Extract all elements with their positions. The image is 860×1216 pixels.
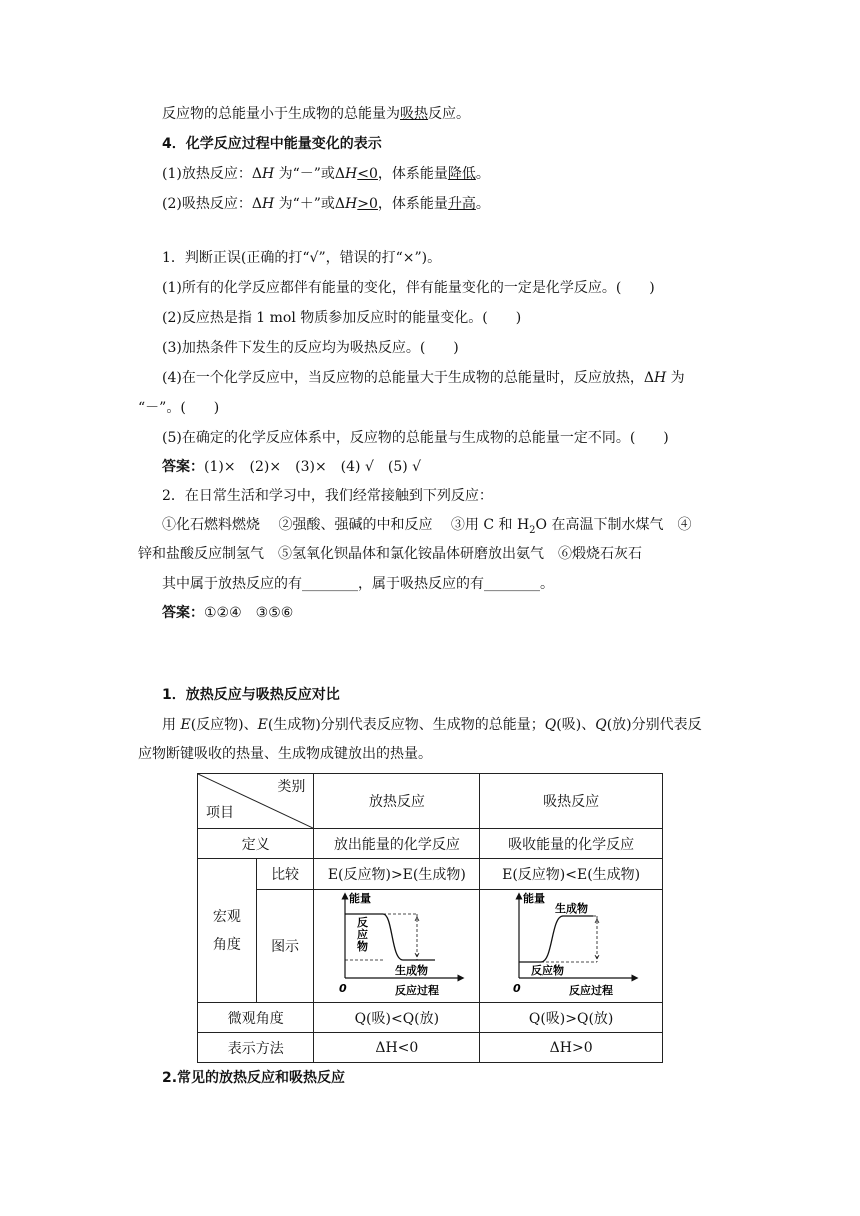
label-reactant: 反应物 <box>531 964 565 977</box>
question-2-options-line-2: 锌和盐酸反应制氢气 ⑤氢氧化钡晶体和氯化铵晶体研磨放出氨气 ⑥煅烧石灰石 <box>138 546 642 562</box>
question-2-blank-line: 其中属于放热反应的有________，属于吸热反应的有________。 <box>162 576 554 592</box>
comparison-table <box>197 773 663 1063</box>
endothermic-energy-diagram <box>501 890 641 998</box>
question-1-stem: 1．判断正误(正确的打“√”，错误的打“×”)。 <box>162 250 442 266</box>
section-1-paragraph-line-1: 用 E(反应物)、E(生成物)分别代表反应物、生成物的总能量；Q(吸)、Q(放)分别代表反 <box>162 717 702 733</box>
section-1-title: 1．放热反应与吸热反应对比 <box>162 687 340 703</box>
exothermic-expression: (1)放热反应：ΔH 为“－”或ΔH<0，体系能量降低。 <box>162 166 490 182</box>
question-2-answer: 答案：①②④ ③⑤⑥ <box>162 605 294 621</box>
header-exothermic: 放热反应 <box>314 774 480 829</box>
section-2-title: 2.常见的放热反应和吸热反应 <box>162 1070 346 1086</box>
header-category: 类别 <box>277 779 306 795</box>
axis-label-energy: 能量 <box>348 892 371 905</box>
axis-label-process: 反应过程 <box>394 984 439 997</box>
representation-exothermic: ΔH<0 <box>314 1033 480 1063</box>
svg-text:0: 0 <box>338 982 347 995</box>
svg-text:物: 物 <box>356 940 368 953</box>
compare-exothermic: E(反应物)>E(生成物) <box>314 859 480 890</box>
row-figure-label: 图示 <box>256 890 314 1003</box>
representation-endothermic: ΔH>0 <box>480 1033 663 1063</box>
section-1-paragraph-line-2: 应物断键吸收的热量、生成物成键放出的热量。 <box>138 746 432 762</box>
svg-text:0: 0 <box>513 982 521 995</box>
svg-text:应: 应 <box>356 928 368 941</box>
question-1-item-1: (1)所有的化学反应都伴有能量的变化，伴有能量变化的一定是化学反应。( ) <box>162 280 655 296</box>
question-1-answer: 答案：(1)× (2)× (3)× (4) √ (5) √ <box>162 459 422 475</box>
paragraph-endothermic-definition: 反应物的总能量小于生成物的总能量为吸热反应。 <box>162 106 470 122</box>
axis-label-process: 反应过程 <box>569 984 614 997</box>
definition-endothermic: 吸收能量的化学反应 <box>480 829 663 859</box>
question-1-item-2: (2)反应热是指 1 mol 物质参加反应时的能量变化。( ) <box>162 310 522 326</box>
table-diagonal-header <box>198 774 314 829</box>
header-item: 项目 <box>206 805 234 821</box>
underlined-answer: 升高 <box>447 196 476 212</box>
figure-exothermic <box>314 890 480 1003</box>
compare-endothermic: E(反应物)<E(生成物) <box>480 859 663 890</box>
header-endothermic: 吸热反应 <box>480 774 663 829</box>
question-2-stem: 2．在日常生活和学习中，我们经常接触到下列反应： <box>162 488 493 504</box>
micro-exothermic: Q(吸)<Q(放) <box>314 1003 480 1033</box>
row-representation-label: 表示方法 <box>198 1033 314 1063</box>
definition-exothermic: 放出能量的化学反应 <box>314 829 480 859</box>
section-4-title: 4．化学反应过程中能量变化的表示 <box>162 136 382 152</box>
endothermic-expression: (2)吸热反应：ΔH 为“＋”或ΔH>0，体系能量升高。 <box>162 196 490 212</box>
energy-curve <box>519 916 593 962</box>
row-definition-label: 定义 <box>198 829 314 859</box>
underlined-answer: 降低 <box>447 166 476 182</box>
question-1-item-5: (5)在确定的化学反应体系中，反应物的总能量与生成物的总能量一定不同。( ) <box>162 430 669 446</box>
axis-label-energy: 能量 <box>523 892 546 905</box>
svg-text:反: 反 <box>356 916 368 929</box>
question-1-item-4-cont: “－”。( ) <box>138 400 220 416</box>
label-product: 生成物 <box>555 902 589 915</box>
figure-endothermic <box>480 890 663 1003</box>
micro-endothermic: Q(吸)>Q(放) <box>480 1003 663 1033</box>
question-1-item-4: (4)在一个化学反应中，当反应物的总能量大于生成物的总能量时，反应放热，ΔH 为 <box>162 370 685 386</box>
underlined-answer: 吸热 <box>400 106 428 122</box>
label-product: 生成物 <box>394 964 428 977</box>
question-2-options-line-1: ①化石燃料燃烧 ②强酸、强碱的中和反应 ③用 C 和 $H_2O$ 在高温下制水煤气 ④ <box>162 517 692 536</box>
row-micro-label: 微观角度 <box>198 1003 314 1033</box>
question-1-item-3: (3)加热条件下发生的反应均为吸热反应。( ) <box>162 340 459 356</box>
exothermic-energy-diagram <box>327 890 467 998</box>
row-macro-label: 宏观 角度 <box>198 859 257 1003</box>
row-compare-label: 比较 <box>256 859 314 890</box>
